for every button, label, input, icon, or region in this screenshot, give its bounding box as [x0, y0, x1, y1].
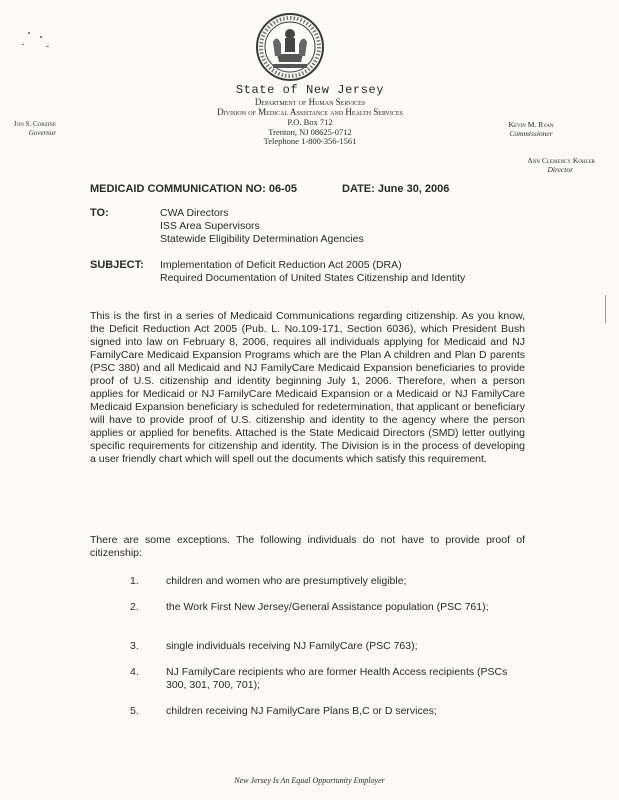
scan-speck: [46, 46, 49, 47]
recipient-line: CWA Directors: [160, 207, 229, 219]
director-block: [465, 156, 595, 174]
po-box: P.O. Box 712: [287, 117, 333, 127]
subject-lines: [160, 259, 465, 285]
commissioner-name: Kevin M. Ryan: [508, 120, 554, 129]
list-number: 3.: [130, 640, 139, 652]
list-number: 4.: [130, 666, 139, 678]
list-item: children receiving NJ FamilyCare Plans B,C or D services;: [166, 705, 437, 717]
department-name: Department of Human Services: [254, 97, 366, 107]
communication-date: DATE: June 30, 2006: [342, 183, 450, 195]
division-name: Division of Medical Assistance and Health Services: [217, 107, 403, 117]
commissioner-block: [470, 120, 592, 138]
state-name: State of New Jersey: [235, 83, 385, 97]
to-recipients: [160, 207, 364, 246]
director-title: Director: [547, 165, 573, 174]
director-name: Ann Clemency Kohler: [527, 156, 595, 165]
subject-line: Required Documentation of United States Citizenship and Identity: [160, 272, 466, 284]
governor-title: Governor: [28, 129, 56, 137]
to-label: TO:: [90, 207, 109, 219]
list-number: 1.: [130, 575, 139, 587]
commissioner-title: Commissioner: [509, 129, 553, 138]
communication-number: MEDICAID COMMUNICATION NO: 06-05: [90, 183, 297, 195]
telephone: Telephone 1-800-356-1561: [263, 136, 357, 146]
footer-tagline: New Jersey Is An Equal Opportunity Employer: [234, 776, 385, 785]
state-seal-icon: [255, 12, 325, 82]
list-item: children and women who are presumptively eligible;: [166, 575, 407, 587]
list-item: the Work First New Jersey/General Assistance population (PSC 761);: [166, 601, 489, 613]
scan-speck: [28, 32, 30, 34]
body-paragraph-2: There are some exceptions. The following individuals do not have to provide proof of citizenship:: [90, 534, 525, 559]
list-item: single individuals receiving NJ FamilyCare (PSC 763);: [166, 640, 418, 652]
scan-edge-mark: [605, 295, 606, 323]
address-block: [160, 118, 460, 147]
subject-line: Implementation of Deficit Reduction Act 2005 (DRA): [160, 259, 402, 271]
subject-label: SUBJECT:: [90, 259, 144, 271]
governor-block: [0, 120, 56, 138]
scan-speck: [40, 36, 42, 38]
list-item: NJ FamilyCare recipients who are former Health Access recipients (PSCs 300, 301, 700, 701);: [166, 666, 508, 691]
governor-name: Jon S. Corzine: [13, 120, 56, 128]
recipient-line: ISS Area Supervisors: [160, 220, 260, 232]
recipient-line: Statewide Eligibility Determination Agencies: [160, 233, 364, 245]
list-number: 5.: [130, 705, 139, 717]
city-line: Trenton, NJ 08625-0712: [268, 126, 352, 137]
body-paragraph-1: This is the first in a series of Medicaid Communications regarding citizenship. As you know, the Deficit Reduction Act 2005 (Pub. L. No.109-171, Section 6036), which President Bush signed into law on February 8, 2006, requires all individuals applying for Medicaid and NJ FamilyCare Medicaid Expansion Programs which are the Plan A children and Plan D parents (PSC 380) and all Medicaid and NJ FamilyCare Medicaid Expansion beneficiaries to provide proof of U.S. citizenship and identity beginning July 1, 2006. Therefore, when a person applies for Medicaid or NJ FamilyCare Medicaid Expansion or a Medicaid or NJ FamilyCare Medicaid Expansion beneficiary is scheduled for redetermination, that applicant or beneficiary will have to provide proof of U.S. citizenship and identity to the agency where the person applies or applied for benefits. Attached is the State Medicaid Directors (SMD) letter outlying specific requirements for citizenship and identity. The Division is in the process of developing a user friendly chart which will spell out the documents which satisfy this requirement.: [90, 310, 525, 465]
scan-speck: [22, 44, 24, 45]
department-block: [130, 97, 490, 117]
list-number: 2.: [130, 601, 139, 613]
